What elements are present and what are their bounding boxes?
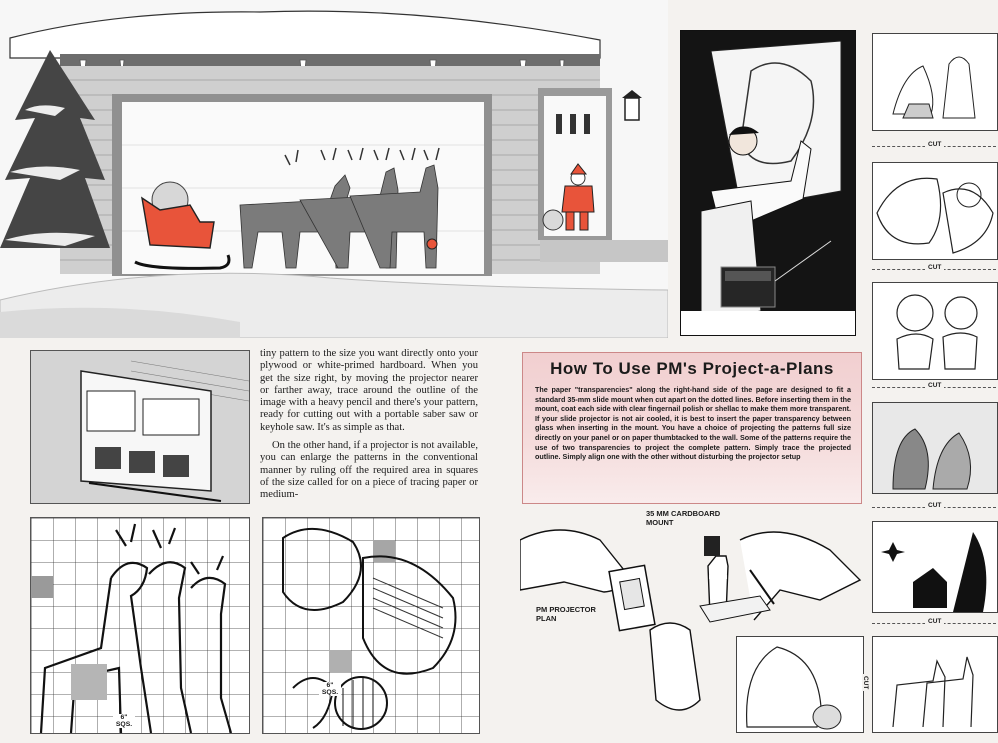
cut-label: CUT <box>862 676 869 690</box>
cut-label: CUT <box>925 264 944 271</box>
santa-grid-pattern <box>262 517 480 734</box>
mount-label: 35 MM CARDBOARD MOUNT <box>646 509 721 527</box>
project-a-plans-sidebar <box>522 352 862 504</box>
garage-scene-illustration <box>0 0 668 338</box>
transparency-frame-7 <box>872 636 998 733</box>
cut-label: CUT <box>925 618 944 625</box>
transparency-frame-5 <box>872 521 998 613</box>
reindeer-grid-drawing <box>31 518 249 733</box>
transparency-frame-2 <box>872 162 998 260</box>
transparency-frame-4 <box>872 402 998 494</box>
cut-label: CUT <box>925 141 944 148</box>
transparency-frame-1 <box>872 33 998 131</box>
cut-label: CUT <box>925 382 944 389</box>
plan-label: PM PROJECTOR PLAN <box>536 605 596 623</box>
sidebar-title: How To Use PM's Project-a-Plans <box>550 359 834 378</box>
article-paragraph-1: tiny pattern to the size you want directly onto your plywood or white-primed hardboard. When you get the size right, by moving the projector nearer or farther away, trace around the outline of the image with a heavy pencil and there's your pattern, ready for cutting out with a portable saber saw or keyhole saw. It's as simple as that. <box>260 348 478 433</box>
article-paragraph-2: On the other hand, if a projector is not available, you can enlarge the patterns in the conventional manner by ruling off the required area in squares of the size called for on a piece of tracing paper or medium- <box>260 440 478 501</box>
transparency-frame-3 <box>872 282 998 380</box>
slide-mount-drawing <box>520 510 868 738</box>
scale-label: 6" SQS. <box>319 682 341 696</box>
reindeer-grid-pattern <box>30 517 250 734</box>
slide-mount-illustration <box>520 510 868 738</box>
projector-illustration <box>680 30 856 336</box>
garage-scene-drawing <box>0 0 668 338</box>
sidebar-body: The paper "transparencies" along the right-hand side of the page are designed to fit a standard 35-mm slide mount when cut apart on the dotted lines. Before inserting them in the mount, coat each side with clear fingernail polish or shellac to make them more transparent. If your slide projector is not air cooled, it is best to insert the paper transparency between glass when inserting in the mount. You have a choice of projecting the patterns full size directly on your panel or on paper thumbtacked to the wall. Some of the patterns require the use of two transparencies to project the complete pattern. Simply trace the projected outline. Simply align one with the other without disturbing the projector setup <box>535 385 851 462</box>
santa-grid-drawing <box>263 518 479 733</box>
scale-label: 6" SQS. <box>113 714 135 728</box>
article-body <box>260 348 478 508</box>
projector-drawing <box>681 31 855 335</box>
garage-door-sketch <box>30 350 250 504</box>
polish-bottle-label: NAIL POLISH <box>708 569 728 581</box>
cut-label: CUT <box>925 502 944 509</box>
